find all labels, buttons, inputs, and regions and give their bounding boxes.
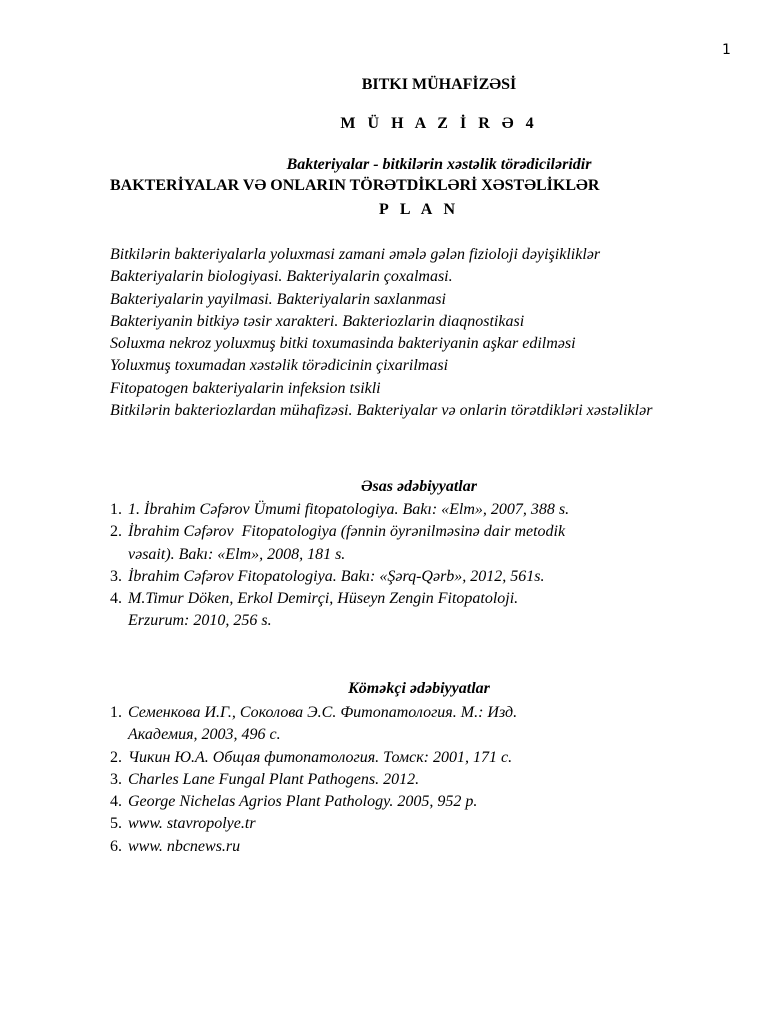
literature-item-text: vəsait). Bakı: «Elm», 2008, 181 s. [128,545,346,563]
literature-item-number: 4. [110,793,122,811]
literature-item-text: www. nbcnews.ru [128,837,241,855]
literature-item-number: 5. [110,815,122,833]
literature-item [110,813,517,835]
literature-item-number: 2. [110,748,122,766]
plan-item: Bitkilərin bakteriozlardan mühafizəsi. Bakteriyalar və onlarin törətdikləri xəstəliklər [110,402,653,420]
literature-item [110,791,517,813]
literature-item-text: www. stavropolye.tr [128,815,256,833]
plan-list [110,244,652,422]
literature-item-number [110,610,128,632]
literature-item-number: 6. [110,837,122,855]
literature-item-number: 2. [110,523,122,541]
main-literature-title: Əsas ədəbiyyatlar [361,478,477,495]
plan-item: Bakteriyanin bitkiyə təsir xarakteri. Bakteriozlarin diaqnostikasi [110,312,525,330]
literature-item-text: Семенкова И.Г., Соколова Э.С. Фитопатология. М.: Изд. [128,704,518,721]
literature-item-text: George Nichelas Agrios Plant Pathology. 2005, 952 p. [128,793,478,811]
plan-item: Soluxma nekroz yoluxmuş bitki toxumasinda bakteriyanin aşkar edilməsi [110,335,576,353]
literature-item-text: Чикин Ю.А. Общая фитопатология. Томск: 2001, 171 с. [128,748,513,766]
literature-item-number: 4. [110,590,122,608]
literature-item-number [110,544,128,566]
document-title: BITKI MÜHAFİZƏSİ [361,76,517,93]
literature-item-text: İbrahim Cəfərov Fitopatologiya. Bakı: «Şərq-Qərb», 2012, 561s. [128,567,545,585]
literature-item-number: 1. [110,704,122,721]
lecture-topic: Bakteriyalar - bitkilərin xəstəlik törədiciləridir [286,156,592,173]
literature-item [110,566,569,588]
plan-item: Yoluxmuş toxumadan xəstəlik törədicinin çixarilmasi [110,357,449,375]
literature-item [110,610,569,632]
literature-item-number: 3. [110,567,122,585]
literature-item [110,521,569,543]
plan-item: Bakteriyalarin biologiyasi. Bakteriyalarin çoxalmasi. [110,268,453,286]
literature-item-text: Erzurum: 2010, 256 s. [128,612,272,630]
lecture-label: M Ü H A Z İ R Ə 4 [340,115,538,132]
plan-item: Bitkilərin bakteriyalarla yoluxmasi zamani əmələ gələn fizioloji dəyişikliklər [110,246,601,263]
literature-item-text: 1. İbrahim Cəfərov Ümumi fitopatologiya. Bakı: «Elm», 2007, 388 s. [128,501,570,518]
plan-title: P L A N [378,201,460,218]
literature-item [110,499,569,521]
literature-item [110,544,569,566]
literature-item [110,702,517,724]
literature-item-number: 1. [110,501,122,518]
literature-item [110,747,517,769]
literature-item-text: Charles Lane Fungal Plant Pathogens. 2012. [128,770,420,788]
auxiliary-literature-list [110,702,517,858]
literature-item [110,588,569,610]
literature-item-number: 3. [110,770,122,788]
main-literature-list [110,499,569,633]
plan-item: Fitopatogen bakteriyalarin infeksion tsikli [110,379,381,397]
literature-item [110,836,517,858]
auxiliary-literature-title: Köməkçi ədəbiyyatlar [348,680,490,697]
plan-item: Bakteriyalarin yayilmasi. Bakteriyalarin saxlanmasi [110,290,446,308]
literature-item-text: M.Timur Döken, Erkol Demirçi, Hüseyn Zengin Fitopatoloji. [128,590,519,608]
literature-item [110,724,517,746]
literature-item-text: İbrahim Cəfərov Fitopatologiya (fənnin öyrənilməsinə dair metodik [128,523,566,541]
page-number: 1 [722,42,731,58]
lecture-heading: BAKTERİYALAR VƏ ONLARIN TÖRƏTDİKLƏRİ XƏSTƏLİKLƏR [110,177,600,194]
literature-item [110,769,517,791]
literature-item-number [110,724,128,746]
literature-item-text: Академия, 2003, 496 с. [128,726,281,744]
